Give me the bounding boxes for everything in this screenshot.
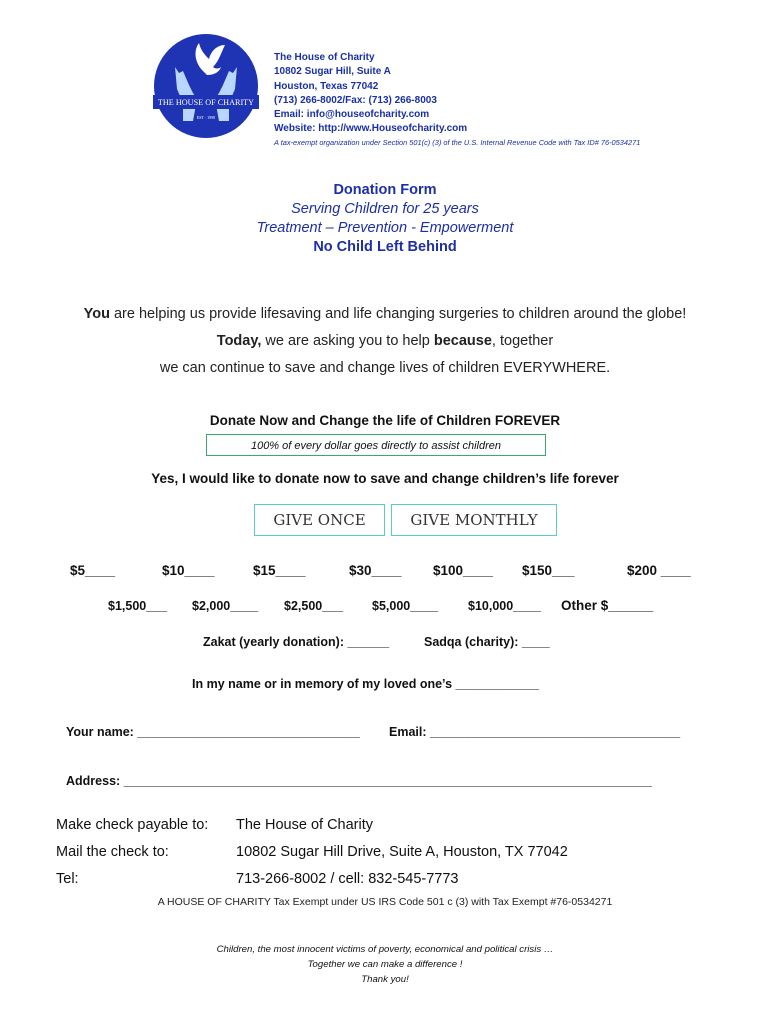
mail-label: Mail the check to:: [56, 844, 169, 860]
logo-text: THE HOUSE OF CHARITY: [157, 98, 255, 107]
svg-text:EST · 1998: EST · 1998: [196, 115, 216, 120]
mail-value: 10802 Sugar Hill Drive, Suite A, Houston, TX 77042: [236, 844, 568, 860]
intro-line-2-mid: we are asking you to help: [261, 333, 434, 349]
form-title: Donation Form: [333, 182, 437, 198]
amount-10[interactable]: $10____: [162, 563, 215, 578]
tel-label: Tel:: [56, 871, 79, 887]
footer-line-1: Children, the most innocent victims of poverty, economical and political crisis …: [216, 944, 554, 955]
intro-line-2-end: , together: [491, 333, 554, 349]
intro-you: You: [83, 306, 110, 322]
donate-yes-line: Yes, I would like to donate now to save and change children’s life forever: [151, 471, 619, 486]
tel-value: 713-266-8002 / cell: 832-545-7773: [236, 871, 459, 887]
org-website: Website: http://www.Houseofcharity.com: [274, 123, 468, 135]
zakat-field[interactable]: Zakat (yearly donation): ______: [203, 635, 390, 649]
form-tagline: Treatment – Prevention - Empowerment: [256, 220, 514, 236]
donate-heading: Donate Now and Change the life of Children FOREVER: [209, 413, 561, 428]
org-name: The House of Charity: [274, 52, 375, 63]
amount-2500[interactable]: $2,500___: [284, 599, 344, 613]
memory-field[interactable]: In my name or in memory of my loved one’s ____________: [192, 677, 539, 691]
give-once-button[interactable]: GIVE ONCE: [254, 504, 385, 536]
your-name-field[interactable]: Your name: ________________________________: [66, 725, 360, 739]
house-of-charity-logo: [153, 33, 259, 139]
org-email: Email: info@houseofcharity.com: [274, 109, 430, 121]
intro-line-1: [0, 306, 770, 322]
intro-because: because: [433, 333, 492, 349]
letterhead-contact: [274, 51, 640, 150]
amount-150[interactable]: $150___: [522, 563, 575, 578]
org-address: 10802 Sugar Hill, Suite A: [274, 66, 391, 78]
form-slogan: No Child Left Behind: [313, 239, 457, 255]
amount-15[interactable]: $15____: [253, 563, 306, 578]
amount-10000[interactable]: $10,000____: [468, 599, 541, 613]
intro-line-3: we can continue to save and change lives of children EVERYWHERE.: [159, 360, 611, 376]
intro-today: Today,: [216, 333, 262, 349]
sadqa-field[interactable]: Sadqa (charity): ____: [424, 635, 550, 649]
tax-exempt-note: A HOUSE OF CHARITY Tax Exempt under US IRS Code 501 c (3) with Tax Exempt #76-0534271: [157, 896, 613, 908]
amount-other[interactable]: Other $______: [561, 598, 654, 613]
give-monthly-button[interactable]: GIVE MONTHLY: [391, 504, 557, 536]
org-phone-fax: (713) 266-8002/Fax: (713) 266-8003: [274, 94, 437, 106]
amount-1500[interactable]: $1,500___: [108, 599, 168, 613]
dove-hands-icon: [153, 33, 259, 139]
amount-5[interactable]: $5____: [70, 563, 116, 578]
intro-line-1-rest: are helping us provide lifesaving and life changing surgeries to children around the globe!: [109, 306, 687, 322]
address-field[interactable]: Address: ____________________________________________________________________________: [66, 774, 652, 788]
footer-line-3: Thank you!: [361, 974, 409, 985]
amount-2000[interactable]: $2,000____: [192, 599, 259, 613]
org-city: Houston, Texas 77042: [274, 80, 379, 92]
amount-30[interactable]: $30____: [349, 563, 402, 578]
amount-200[interactable]: $200 ____: [627, 563, 691, 578]
payable-value: The House of Charity: [236, 817, 374, 833]
intro-line-2: [0, 333, 770, 349]
amount-100[interactable]: $100____: [433, 563, 494, 578]
form-subtitle: Serving Children for 25 years: [291, 201, 479, 217]
amount-5000[interactable]: $5,000____: [372, 599, 439, 613]
footer-line-2: Together we can make a difference !: [307, 959, 463, 970]
payable-label: Make check payable to:: [56, 817, 209, 833]
email-field[interactable]: Email: ____________________________________: [389, 725, 681, 739]
org-tax-line: A tax-exempt organization under Section 501(c) (3) of the U.S. Internal Revenue Code with Tax ID# 76-0534271: [274, 137, 641, 147]
donation-note-box: 100% of every dollar goes directly to assist children: [206, 434, 546, 456]
